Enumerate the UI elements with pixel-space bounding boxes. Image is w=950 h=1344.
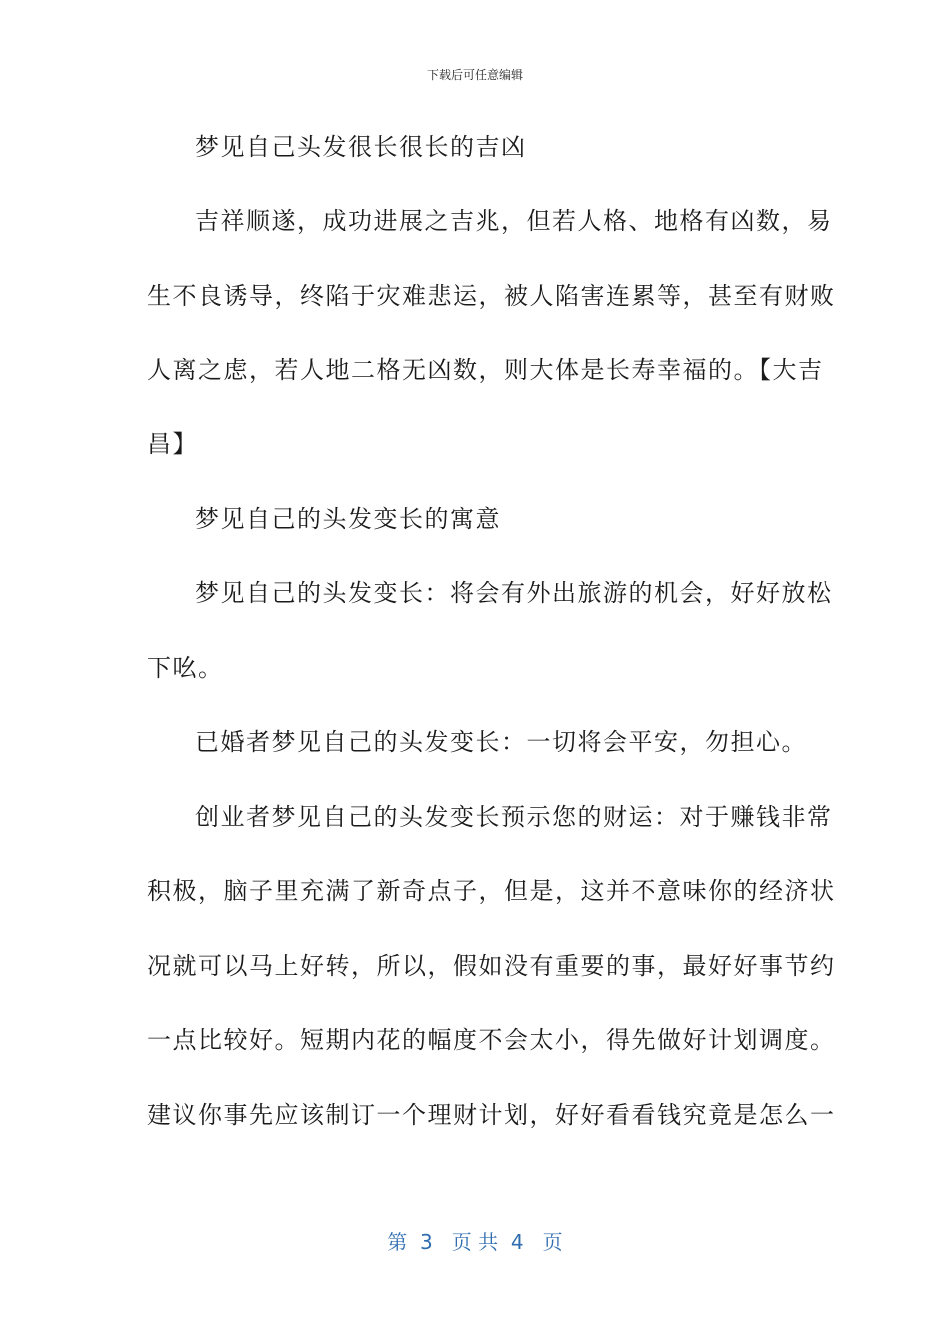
paragraph-line: 一点比较好。短期内花的幅度不会太小，得先做好计划调度。 [147,1026,836,1054]
header-note: 下载后可任意编辑 [426,68,523,82]
paragraph-line: 下吆。 [147,654,224,682]
paragraph-line: 创业者梦见自己的头发变长预示您的财运：对于赚钱非常 [195,803,833,831]
section-heading: 梦见自己的头发变长的寓意 [195,505,501,533]
paragraph-line: 梦见自己的头发变长：将会有外出旅游的机会，好好放松 [195,579,833,607]
paragraph-line: 已婚者梦见自己的头发变长：一切将会平安，勿担心。 [195,728,807,756]
page-number: 第 3 页 共 4 页 [387,1230,563,1254]
paragraph-line: 人离之虑，若人地二格无凶数，则大体是长寿幸福的。【大吉 [147,356,824,384]
section-heading: 梦见自己头发很长很长的吉凶 [195,133,527,161]
paragraph-line: 况就可以马上好转，所以，假如没有重要的事，最好好事节约 [147,952,836,980]
paragraph-line: 吉祥顺遂，成功进展之吉兆，但若人格、地格有凶数，易 [195,207,833,235]
paragraph-line: 昌】 [147,430,198,458]
paragraph-line: 建议你事先应该制订一个理财计划，好好看看钱究竟是怎么一 [147,1101,836,1129]
paragraph-line: 生不良诱导，终陷于灾难悲运，被人陷害连累等，甚至有财败 [147,282,836,310]
paragraph-line: 积极，脑子里充满了新奇点子，但是，这并不意味你的经济状 [147,877,836,905]
